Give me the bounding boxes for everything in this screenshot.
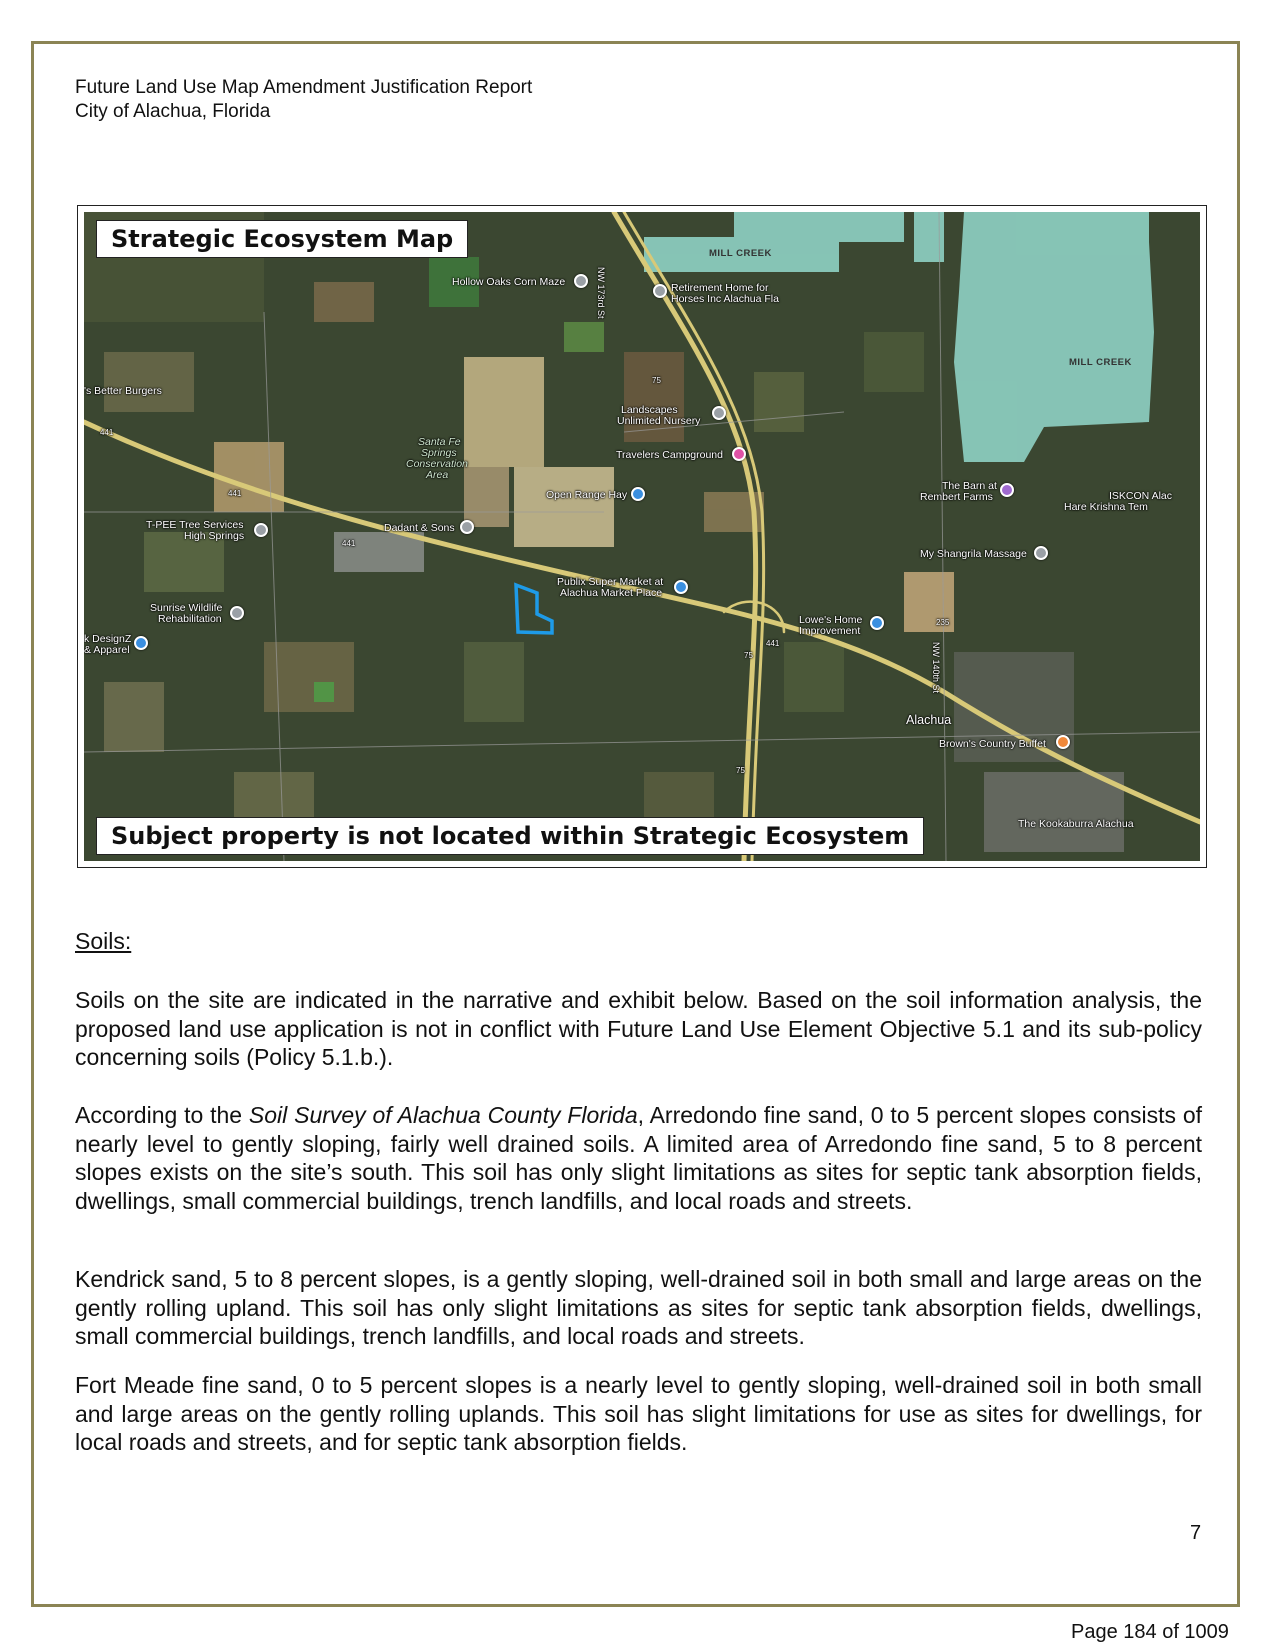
map-label-lowes-1: Lowe's Home bbox=[799, 614, 863, 626]
soils-paragraph-1: Soils on the site are indicated in the narrative and exhibit below. Based on the soil information analysis, the proposed land use application is not in conflict with Future Land Use Element Objective 5.1 and its sub-policy concerning soils (Policy 5.1.b.). bbox=[75, 987, 1202, 1071]
soils-paragraph-2: According to the Soil Survey of Alachua County Florida, Arredondo fine sand, 0 to 5 percent slopes consists of nearly level to gently sloping, fairly well drained soils. A limited area of Arredondo fine sand, 5 to 8 percent slopes exists on the site’s south. This soil has only slight limitations as sites for septic tank absorption fields, dwellings, small commercial buildings, trench landfills, and local roads and streets. bbox=[75, 1102, 1202, 1215]
map-label-barn-2: Rembert Farms bbox=[920, 491, 993, 503]
map-label-nw140: NW 140th St bbox=[931, 642, 941, 694]
page-count: Page 184 of 1009 bbox=[1071, 1621, 1229, 1643]
route-441-shield: 441 bbox=[228, 489, 242, 498]
map-label-santa-fe-4: Area bbox=[426, 469, 449, 481]
page-number: 7 bbox=[1190, 1522, 1202, 1544]
interstate-75-shield: 75 bbox=[652, 376, 661, 385]
map-label-travelers: Travelers Campground bbox=[616, 449, 723, 461]
strategic-ecosystem-map-figure bbox=[77, 205, 1207, 868]
map-label-hollow-oaks: Hollow Oaks Corn Maze bbox=[452, 276, 566, 288]
lodging-pin-icon bbox=[732, 447, 746, 461]
map-label-tpee-2: High Springs bbox=[184, 530, 245, 542]
map-label-lowes-2: Improvement bbox=[799, 625, 861, 637]
aerial-map bbox=[84, 212, 1200, 861]
place-pin-icon bbox=[574, 274, 588, 288]
venue-pin-icon bbox=[1000, 483, 1014, 497]
aerial-map-graphic bbox=[84, 212, 1200, 861]
map-label-publix-2: Alachua Market Place bbox=[560, 587, 663, 599]
map-label-barn-1: The Barn at bbox=[942, 480, 997, 492]
shop-pin-icon bbox=[631, 487, 645, 501]
map-label-santa-fe-3: Conservation bbox=[406, 458, 468, 470]
route-441-shield: 441 bbox=[342, 539, 356, 548]
map-label-designz-2: & Apparel bbox=[84, 644, 130, 656]
map-title: Strategic Ecosystem Map bbox=[96, 220, 468, 258]
map-caption: Subject property is not located within Strategic Ecosystem bbox=[96, 817, 924, 855]
place-pin-icon bbox=[712, 406, 726, 420]
map-label-retirement-home-2: Horses Inc Alachua Fla bbox=[671, 293, 779, 305]
map-label-sunrise-1: Sunrise Wildlife bbox=[150, 602, 223, 614]
map-label-nw173: NW 173rd St bbox=[596, 267, 606, 319]
restaurant-pin-icon bbox=[1056, 735, 1070, 749]
route-441-shield: 441 bbox=[100, 428, 114, 437]
education-pin-icon bbox=[230, 606, 244, 620]
route-235-shield: 235 bbox=[936, 618, 950, 627]
map-label-landscapes-2: Unlimited Nursery bbox=[617, 415, 701, 427]
place-pin-icon bbox=[460, 520, 474, 534]
map-label-iskcon-2: Hare Krishna Tem bbox=[1064, 501, 1148, 513]
map-label-santa-fe-1: Santa Fe bbox=[418, 436, 461, 448]
soils-paragraph-4: Fort Meade fine sand, 0 to 5 percent slopes is a nearly level to gently sloping, well-drained soil in both small and large areas on the gently rolling uplands. This soil has slight limitations for use as sites for dwellings, for local roads and streets, and for septic tank absorption fields. bbox=[75, 1372, 1202, 1456]
place-pin-icon bbox=[254, 523, 268, 537]
map-label-sunrise-2: Rehabilitation bbox=[158, 613, 222, 625]
map-label-landscapes-1: Landscapes bbox=[621, 404, 678, 416]
shop-pin-icon bbox=[134, 636, 148, 650]
map-label-mill-creek-right: MILL CREEK bbox=[1069, 357, 1132, 368]
map-label-alachua: Alachua bbox=[906, 713, 952, 727]
map-label-open-range: Open Range Hay bbox=[546, 489, 628, 501]
map-label-mill-creek-top: MILL CREEK bbox=[709, 248, 772, 259]
map-label-santa-fe-2: Springs bbox=[421, 447, 457, 459]
map-label-better-burgers: 's Better Burgers bbox=[84, 385, 162, 397]
shop-pin-icon bbox=[870, 616, 884, 630]
shop-pin-icon bbox=[674, 580, 688, 594]
soil-survey-citation: Soil Survey of Alachua County Florida bbox=[248, 1102, 638, 1128]
map-label-designz-1: k DesignZ bbox=[84, 633, 132, 645]
soils-heading: Soils: bbox=[75, 928, 132, 954]
map-label-publix-1: Publix Super Market at bbox=[557, 576, 664, 588]
map-label-dadant: Dadant & Sons bbox=[384, 522, 455, 534]
map-label-tpee-1: T-PEE Tree Services bbox=[146, 519, 244, 531]
place-pin-icon bbox=[653, 284, 667, 298]
place-pin-icon bbox=[1034, 546, 1048, 560]
report-subtitle: City of Alachua, Florida bbox=[75, 101, 271, 122]
map-label-kookaburra: The Kookaburra Alachua bbox=[1018, 818, 1134, 830]
interstate-75-shield: 75 bbox=[736, 766, 745, 775]
report-header bbox=[75, 76, 532, 124]
report-title: Future Land Use Map Amendment Justification Report bbox=[75, 77, 533, 98]
soils-paragraph-3: Kendrick sand, 5 to 8 percent slopes, is a gently sloping, well-drained soil in both small and large areas on the gently rolling upland. This soil has only slight limitations as sites for septic tank absorption fields, dwellings, small commercial buildings, trench landfills, and local roads and streets. bbox=[75, 1266, 1202, 1350]
interstate-75-shield: 75 bbox=[744, 651, 753, 660]
map-label-shangrila: My Shangrila Massage bbox=[920, 548, 1027, 560]
map-label-retirement-home-1: Retirement Home for bbox=[671, 282, 769, 294]
map-label-iskcon-1: ISKCON Alac bbox=[1109, 490, 1173, 502]
route-441-shield: 441 bbox=[766, 639, 780, 648]
map-label-browns: Brown's Country Buffet bbox=[939, 738, 1046, 750]
